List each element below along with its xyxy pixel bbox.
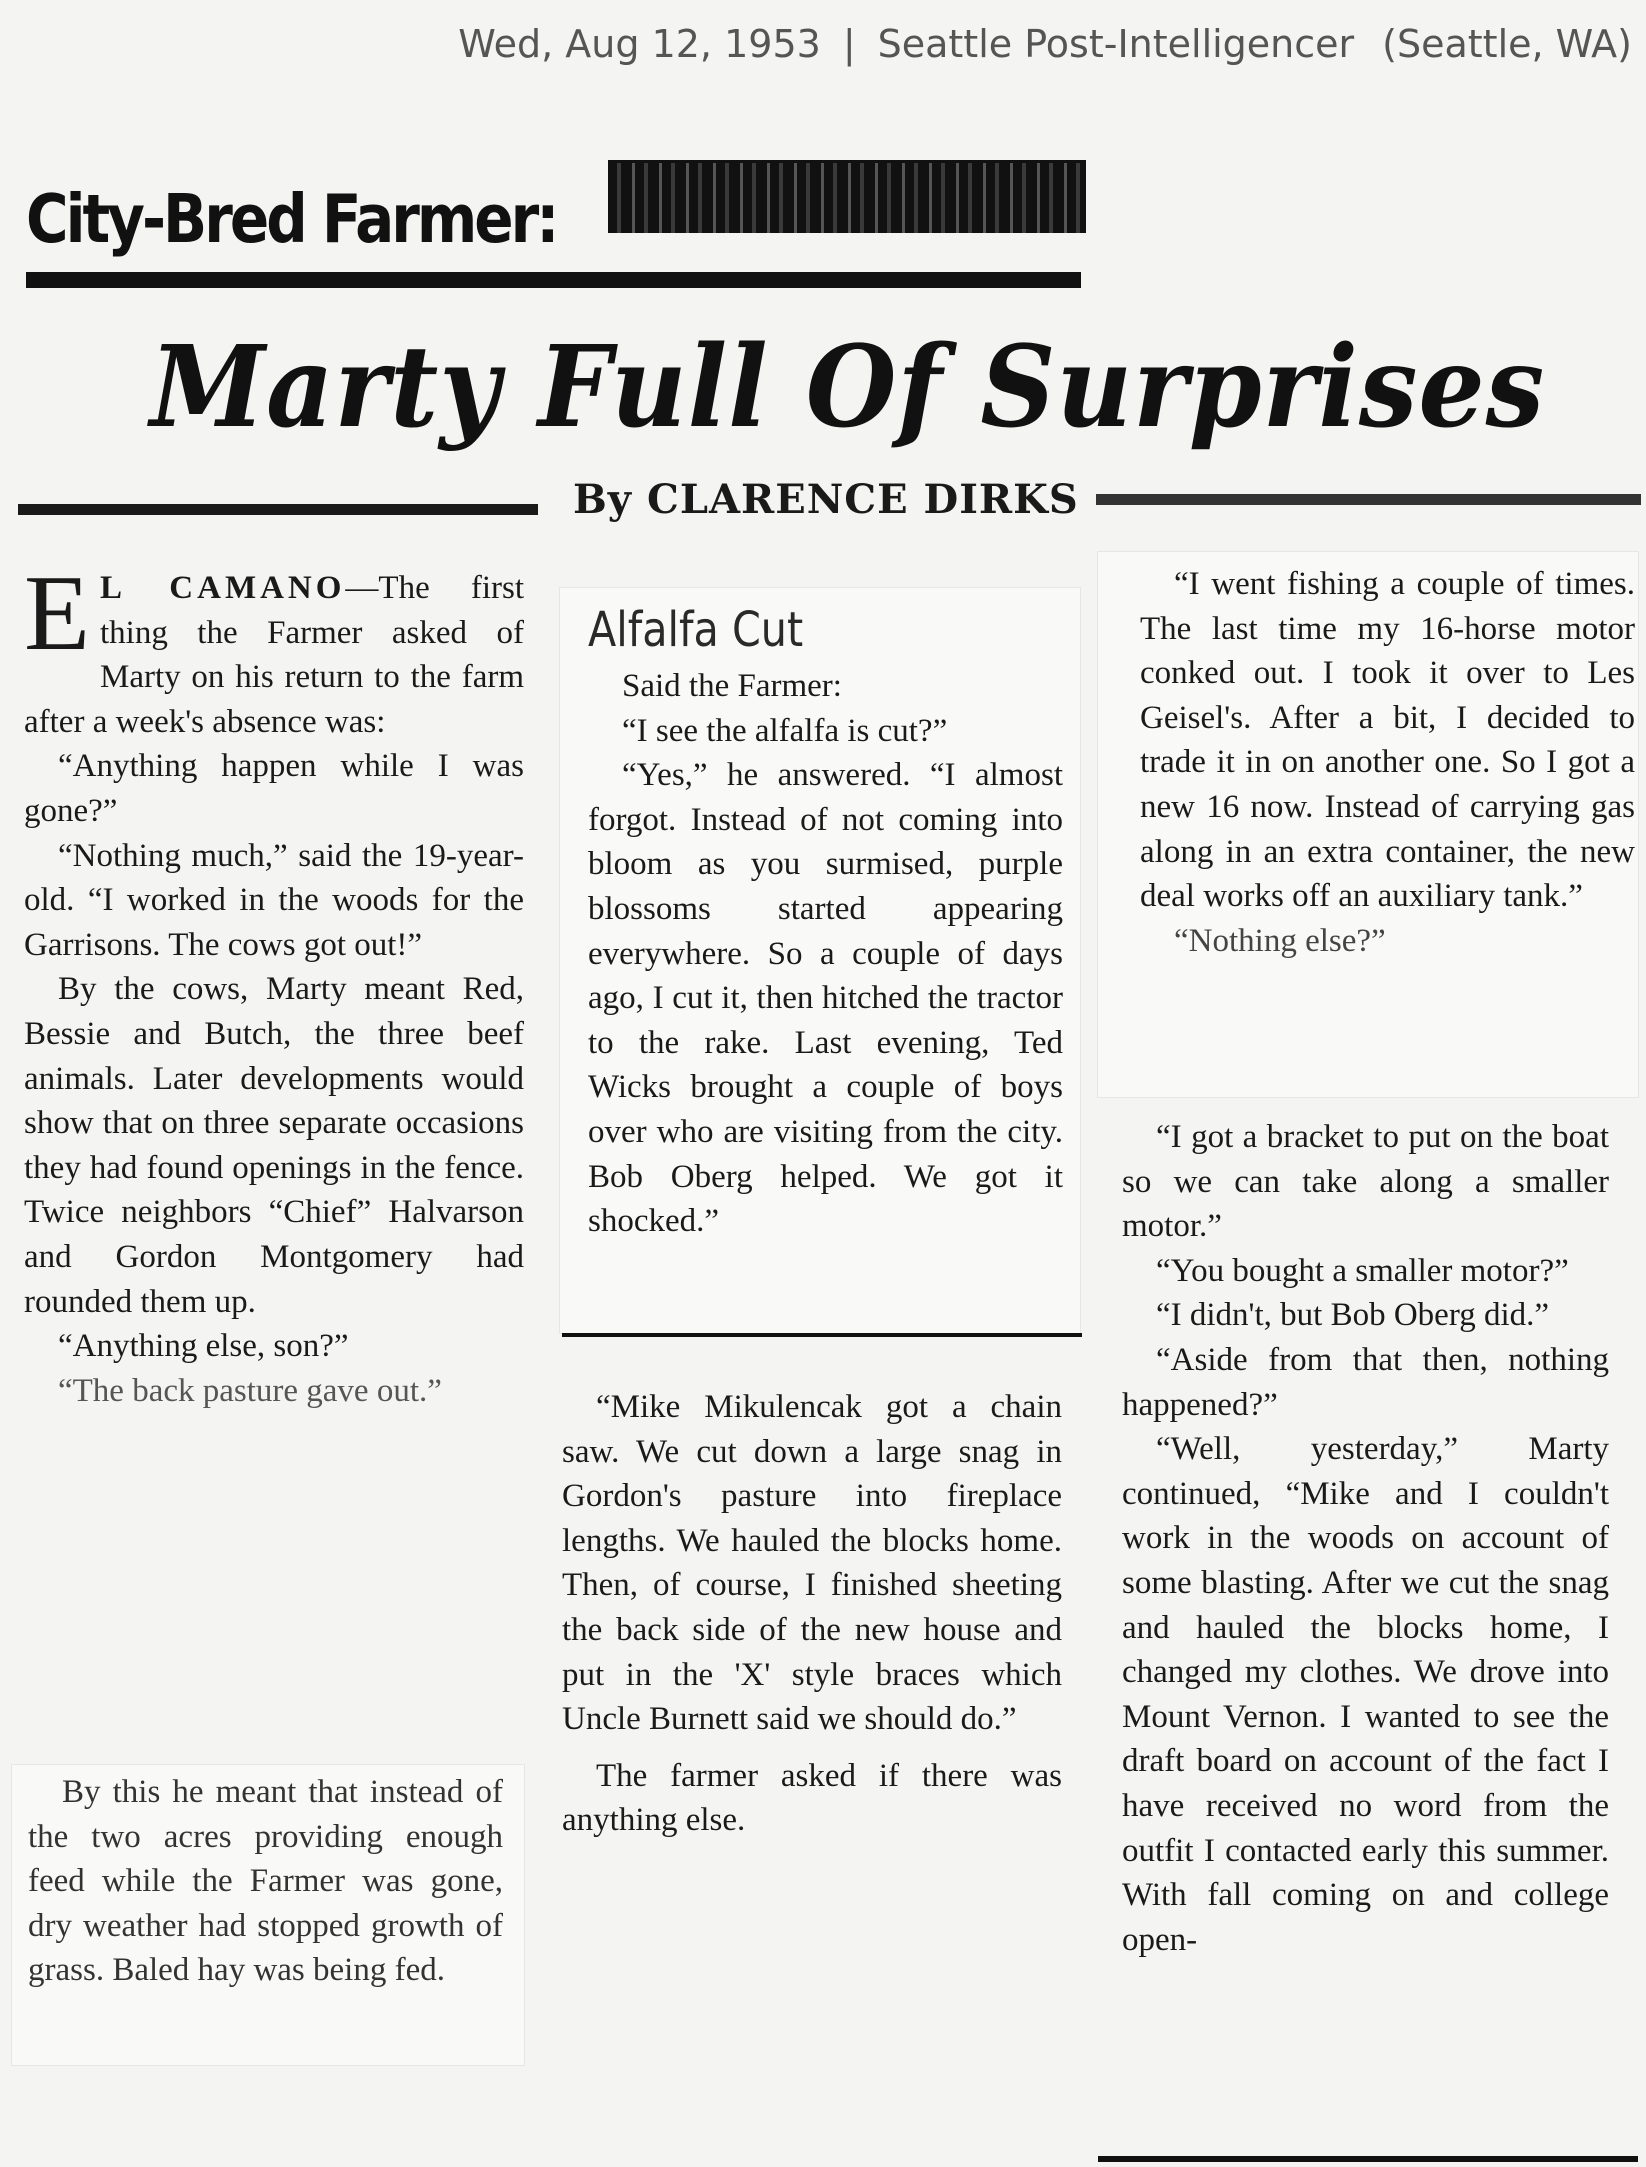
headline: Marty Full Of Surprises <box>150 320 1546 453</box>
lead-paragraph <box>24 554 524 744</box>
paragraph: “I went fishing a couple of times. The last time my 16-horse motor conked out. I took it over to Les Geisel's. After a bit, I decided to trade it in on another one. So I got a new 16 now. Instead of carrying gas along in an extra container, the new deal works off an auxiliary tank.” <box>1140 566 1635 915</box>
paragraph: “I didn't, but Bob Oberg did.” <box>1156 1297 1550 1334</box>
lead-text: —The first thing the Farmer asked of Marty on his return to the farm after a week's absence was: <box>24 570 524 740</box>
column-2-rule <box>562 1333 1082 1337</box>
paragraph: By the cows, Marty meant Red, Bessie and Butch, the three beef animals. Later developments would show that on three separate occasions they had found openings in the fence. Twice neighbors “Chief” Halvarson and Gordon Montgomery had rounded them up. <box>24 971 524 1320</box>
paragraph: Said the Farmer: <box>622 668 842 704</box>
column-1 <box>24 554 524 1413</box>
column-2 <box>588 600 1063 1244</box>
paragraph: “Mike Mikulencak got a chain saw. We cut down a large snag in Gordon's pasture into fireplace lengths. We hauled the blocks home. Then, of course, I finished sheeting the back side of the new house and put in the 'X' style braces which Uncle Burnett said we should do.” <box>562 1389 1062 1738</box>
paragraph: “Anything else, son?” <box>58 1328 349 1365</box>
paragraph: “Well, yesterday,” Marty continued, “Mike and I couldn't work in the woods on account of some blasting. After we cut the snag and hauled the blocks home, I changed my clothes. We drove into Mount Vernon. I wanted to see the draft board on account of the fact I have received no word from the outfit I contacted early this summer. With fall coming on and college open- <box>1122 1431 1609 1958</box>
paragraph: “The back pasture gave out.” <box>58 1372 442 1409</box>
dateline-location: (Seattle, WA) <box>1382 22 1632 66</box>
paragraph: “Yes,” he answered. “I almost forgot. Instead of not coming into bloom as you surmised, purple blossoms started appearing everywhere. So a couple of days ago, I cut it, then hitched the tractor to the rake. Last evening, Ted Wicks brought a couple of boys over who are visiting from the city. Bob Oberg helped. We got it shocked.” <box>588 757 1063 1240</box>
paragraph: “Nothing else?” <box>1174 922 1386 959</box>
subhead: Alfalfa Cut <box>588 602 804 658</box>
kicker: City-Bred Farmer: <box>26 180 557 259</box>
drop-cap: E <box>24 554 90 673</box>
dateline <box>458 22 1632 66</box>
paragraph: “I got a bracket to put on the boat so we can take along a smaller motor.” <box>1122 1119 1609 1245</box>
paragraph: “You bought a smaller motor?” <box>1156 1252 1569 1289</box>
smudged-print-area <box>608 160 1086 233</box>
column-3b <box>1122 1115 1609 1962</box>
kicker-rule <box>26 272 1081 288</box>
dateline-paper: Seattle Post-Intelligencer <box>877 22 1355 66</box>
byline-row <box>18 470 1628 530</box>
column-3-bottom-rule <box>1098 2156 1638 2162</box>
column-2b <box>562 1385 1062 1843</box>
paragraph: By this he meant that instead of the two acres providing enough feed while the Farmer was gone, dry weather had stopped growth of grass. Baled hay was being fed. <box>28 1774 503 1989</box>
byline-rule-left <box>18 504 538 515</box>
dateline-date: Wed, Aug 12, 1953 <box>458 22 821 66</box>
paragraph: “I see the alfalfa is cut?” <box>622 712 948 749</box>
column-3 <box>1140 562 1635 963</box>
column-1b <box>28 1770 503 1993</box>
lead-caps: L CAMANO <box>99 570 346 606</box>
byline: By CLARENCE DIRKS <box>573 476 1079 523</box>
byline-rule-right <box>1096 494 1641 505</box>
paragraph: “Aside from that then, nothing happened?” <box>1122 1341 1609 1423</box>
paragraph: “Anything happen while I was gone?” <box>24 748 524 829</box>
paragraph: The farmer asked if there was anything else. <box>562 1757 1062 1839</box>
paragraph: “Nothing much,” said the 19-year-old. “I worked in the woods for the Garrisons. The cows got out!” <box>24 837 524 963</box>
dateline-separator: | <box>842 22 856 66</box>
